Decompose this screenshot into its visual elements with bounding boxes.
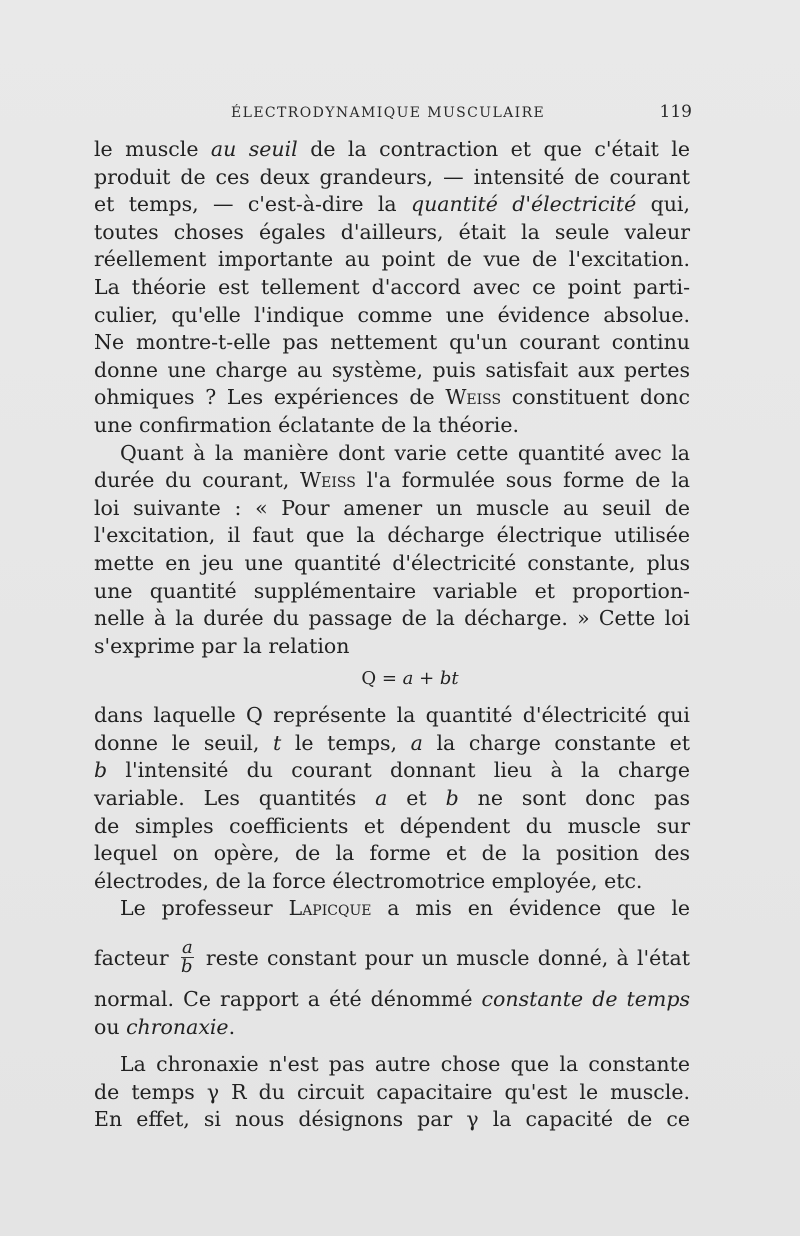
text-line: En effet, si nous désignons par γ la capacité de ce [94,1107,690,1132]
text-line: normal. Ce rapport a été dénommé constante de temps [94,987,690,1012]
fraction [181,939,194,976]
text-line: une quantité supplémentaire variable et proportion- [94,578,690,603]
text-line: Ne montre-t-elle pas nettement qu'un courant continu [94,330,690,355]
text-line: donne une charge au système, puis satisfait aux pertes [94,357,690,382]
text-line: de temps γ R du circuit capacitaire qu'est le muscle. [94,1079,690,1104]
page-header [96,102,692,122]
equation [94,666,690,692]
author-name: Lapicque [288,896,372,921]
paragraph-3 [94,702,690,895]
text-line: une confirmation éclatante de la théorie. [94,412,519,437]
text-line: électrodes, de la force électromotrice employée, etc. [94,868,643,893]
equation-rhs: a + bt [402,668,459,690]
author-name: Weiss [445,385,502,410]
text-line: s'exprime par la relation [94,633,350,658]
paragraph-5 [94,1051,690,1134]
text-line: culier, qu'elle l'indique comme une évidence absolue. [94,302,690,327]
text-line: ou chronaxie. [94,1014,236,1039]
text-line: facteur $\frac{a}{b}$ reste constant pour un muscle donné, à l'état [94,937,690,978]
text-line: durée du courant, Weiss l'a formulée sous forme de la [94,468,690,493]
text-line: loi suivante : « Pour amener un muscle au seuil de [94,495,690,520]
equation-lhs: Q = [361,668,403,690]
text-line: nelle à la durée du passage de la décharge. » Cette loi [94,606,690,631]
text-line: donne le seuil, t le temps, a la charge constante et [94,730,690,755]
text-line: lequel on opère, de la forme et de la position des [94,841,690,866]
text-line: ohmiques ? Les expériences de Weiss constituent donc [94,385,690,410]
text-line: produit de ces deux grandeurs, — intensité de courant [94,164,690,189]
text-line: Quant à la manière dont varie cette quantité avec la [120,440,690,465]
text-line: de simples coefficients et dépendent du muscle sur [94,813,690,838]
paragraph-2 [94,440,690,661]
text-line: La chronaxie n'est pas autre chose que la constante [120,1052,690,1077]
paragraph-4 [94,895,690,1041]
page-number: 119 [659,102,692,122]
fraction-denominator: b [180,956,193,978]
text-line: toutes choses égales d'ailleurs, était la seule valeur [94,219,690,244]
running-title: ÉLECTRODYNAMIQUE MUSCULAIRE [231,105,546,121]
text-line: mette en jeu une quantité d'électricité constante, plus [94,550,690,575]
text-line: variable. Les quantités a et b ne sont donc pas [94,786,690,811]
text-line: Le professeur Lapicque a mis en évidence que le [120,896,691,921]
text-line: La théorie est tellement d'accord avec ce point parti- [94,274,690,299]
text-line: dans laquelle Q représente la quantité d'électricité qui [94,703,690,728]
text-line: le muscle au seuil de la contraction et que c'était le [94,137,690,161]
body-text [94,136,690,1134]
text-line: et temps, — c'est-à-dire la quantité d'électricité qui, [94,192,690,217]
text-line: réellement importante au point de vue de l'excitation. [94,247,690,272]
fraction-numerator: a [181,937,193,959]
author-name: Weiss [300,468,356,493]
paragraph-1 [94,136,690,440]
text-line: l'excitation, il faut que la décharge électrique utilisée [94,523,690,548]
text-line: b l'intensité du courant donnant lieu à la charge [94,758,690,783]
